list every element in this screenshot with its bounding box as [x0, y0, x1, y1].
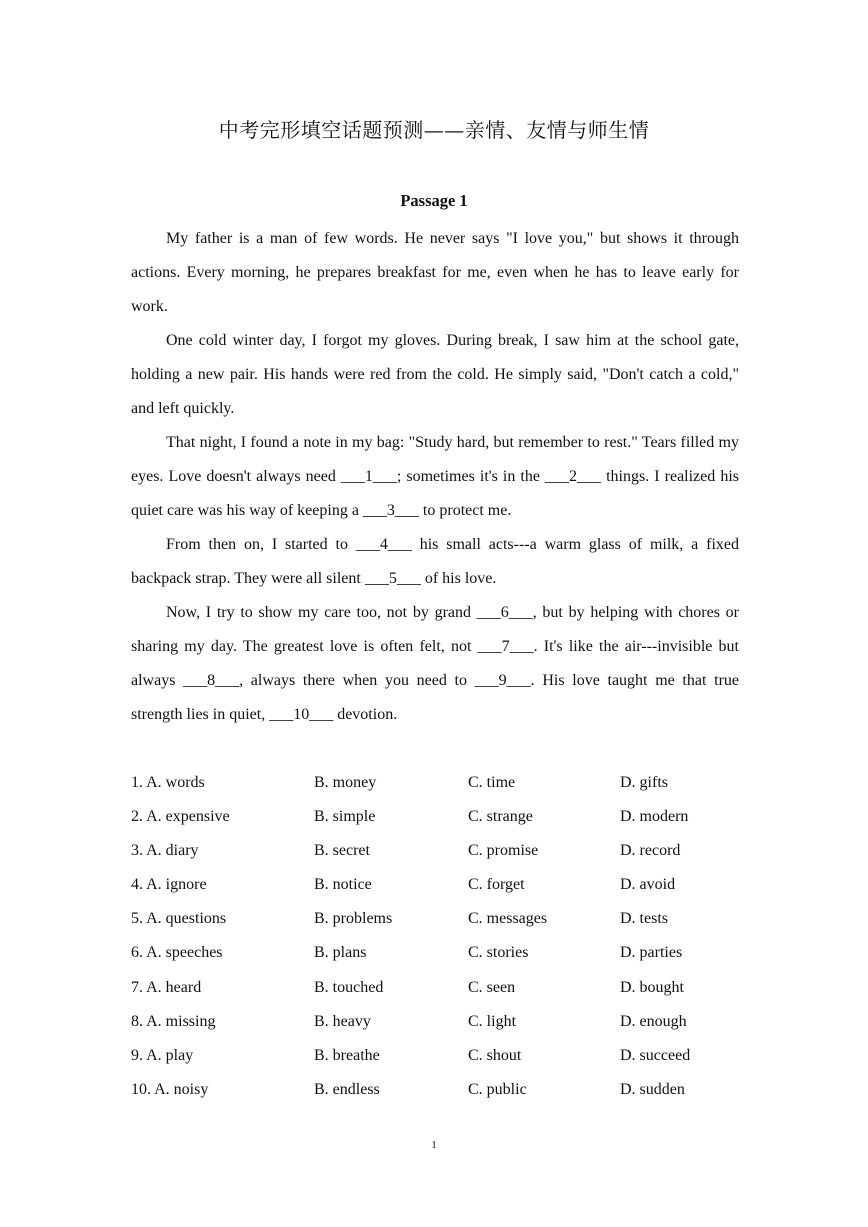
- option-b: B. simple: [314, 808, 376, 826]
- answer-options: [131, 766, 751, 1107]
- option-c: C. public: [468, 1080, 527, 1098]
- question-options-row: [131, 1005, 751, 1039]
- option-b: B. breathe: [314, 1046, 380, 1064]
- option-d: D. tests: [620, 910, 668, 928]
- option-a: 10. A. noisy: [131, 1080, 209, 1098]
- paragraph: My father is a man of few words. He never says "I love you," but shows it through actions. Every morning, he prepares breakfast for me, even when he has to leave early for work.: [131, 230, 739, 315]
- option-d: D. avoid: [620, 876, 676, 894]
- option-c: C. time: [468, 774, 516, 791]
- option-d: D. modern: [620, 808, 689, 826]
- option-d: D. record: [620, 842, 681, 860]
- question-options-row: [131, 902, 751, 936]
- option-a: 5. A. questions: [131, 910, 227, 928]
- option-c: C. shout: [468, 1046, 522, 1064]
- option-d: D. gifts: [620, 774, 668, 791]
- page-number: 1: [431, 1139, 437, 1151]
- option-a: 8. A. missing: [131, 1012, 216, 1030]
- option-c: C. forget: [468, 876, 525, 894]
- option-b: B. endless: [314, 1080, 380, 1098]
- option-a: 4. A. ignore: [131, 876, 207, 894]
- option-d: D. bought: [620, 978, 684, 996]
- option-d: D. sudden: [620, 1080, 685, 1098]
- question-options-row: [131, 971, 751, 1005]
- option-b: B. secret: [314, 842, 370, 860]
- option-b: B. touched: [314, 978, 384, 996]
- paragraph: From then on, I started to ___4___ his small acts---a warm glass of milk, a fixed backpack strap. They were all silent ___5___ of his love.: [131, 536, 739, 587]
- option-c: C. light: [468, 1012, 517, 1030]
- paragraph: Now, I try to show my care too, not by grand ___6___, but by helping with chores or sharing my day. The greatest love is often felt, not ___7___. It's like the air---invisible but always ___8___, always there when you need to ___9___. His love taught me that true strength lies in quiet, ___10___ devotion.: [131, 604, 739, 723]
- option-b: B. notice: [314, 876, 372, 894]
- option-a: 2. A. expensive: [131, 808, 230, 826]
- question-options-row: [131, 766, 751, 800]
- option-b: B. plans: [314, 944, 367, 962]
- option-a: 3. A. diary: [131, 842, 199, 860]
- option-c: C. promise: [468, 842, 539, 860]
- question-options-row: [131, 1073, 751, 1107]
- option-d: D. enough: [620, 1012, 687, 1030]
- option-c: C. strange: [468, 808, 533, 826]
- question-options-row: [131, 1039, 751, 1073]
- option-a: 7. A. heard: [131, 978, 202, 996]
- option-c: C. stories: [468, 944, 529, 962]
- question-options-row: [131, 936, 751, 970]
- option-b: B. problems: [314, 910, 393, 928]
- option-a: 1. A. words: [131, 774, 205, 791]
- passage-body: [131, 222, 739, 732]
- question-options-row: [131, 834, 751, 868]
- passage-title: Passage 1: [400, 191, 468, 210]
- option-b: B. money: [314, 774, 377, 791]
- option-a: 6. A. speeches: [131, 944, 223, 962]
- document-title: 中考完形填空话题预测——亲情、友情与师生情: [218, 118, 650, 142]
- paragraph: That night, I found a note in my bag: "Study hard, but remember to rest." Tears filled my eyes. Love doesn't always need ___1___; sometimes it's in the ___2___ things. I realized his quiet care was his way of keeping a ___3___ to protect me.: [131, 434, 739, 519]
- option-c: C. seen: [468, 978, 516, 996]
- option-d: D. succeed: [620, 1046, 691, 1064]
- option-d: D. parties: [620, 944, 683, 962]
- question-options-row: [131, 868, 751, 902]
- question-options-row: [131, 800, 751, 834]
- option-b: B. heavy: [314, 1012, 371, 1030]
- option-c: C. messages: [468, 910, 548, 928]
- option-a: 9. A. play: [131, 1046, 194, 1064]
- paragraph: One cold winter day, I forgot my gloves. During break, I saw him at the school gate, holding a new pair. His hands were red from the cold. He simply said, "Don't catch a cold," and left quickly.: [131, 332, 739, 417]
